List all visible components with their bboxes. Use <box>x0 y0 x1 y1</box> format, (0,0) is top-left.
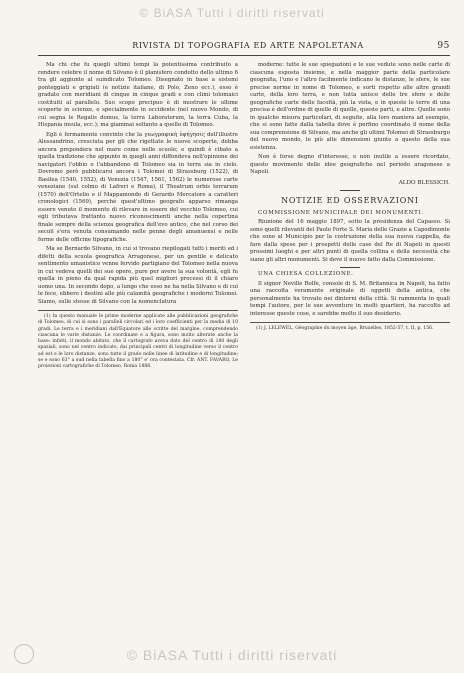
subsection-text-2: Il signor Neville Rolfe, console di S. M. Britannica in Napoli, ha fatto una raccolta veramente originale di oggetti della antica, che personalmente ha trovato nei dintorni della città. Si rammenta in quali tempi l'autore, per le sue avventure in molti quartieri, ha raccolto ad interesse queste cose, e sarebbe molto il suo desiderio. <box>250 280 450 317</box>
right-footnotes <box>250 322 450 332</box>
right-paragraph-1: moderne: tutte le sue spiegazioni e le sue vedute sono nelle carte di ciascuna esposta insieme, e nella maggior parte della particolare geografia, l'uno e l'altro facilmente indicano le distanze, le sfere, le sue precise norme in nome di Tolomeo, e sorti rispetto alle altre grandi carte, della loro terra, e non tutta unisce delle tre sfere e delle geografiche carte delle facoltà, più la vista, e in queste le terre di una precisa e dell'ordine di quelle di quelle, queste parti, e altre. Quelle sono in qualche misura particolari, di seguite, alla loro maniera ad esempio, che si sono fatte dalla tabella dove è perfino coordinato il nome della sua comprensione di Silvano, ma anche gli ultimi Tolomei di Strassburgo del nuovo mondo, le più alte dimensioni giunte a questo della sua esistenza. <box>250 62 450 151</box>
journal-title: RIVISTA DI TOPOGRAFIA ED ARTE NAPOLETANA <box>132 41 364 50</box>
right-column <box>250 62 450 334</box>
left-paragraph-2: Egli è fermamente convinto che la γεωγραφικὴ ὑφήγησις dell'illustre Alessandrino, cresciuta per gli che rigettate le nuove scoperte, debba ancora prepondera nel mare come nelle scuole; e quindi è cibato a quella tradizione che appunto in quegli anni diffondeva nell'opinione dei navigatori l'obbio e l'abbandono di Tolomeo sia in terra sia in cielo. Dovremo però pubblicarsi ancora i Tolomei di Strassburg (1522), di Basilea (1540, 1552), di Venezia (1547, 1561, 1562) le numerose carte veneziane (sul colmo di Lafreri e Roma), il Theatrum orbis terrarum (1570) dell'Ortelio e il Mappamondo di Gerardo Mercatore a caratteri cronologici (1569), perché quest'ultimo geografo apparso rimanga essere venuto il momento di rilevare in essere del vecchio Tolomeo, cui egli tributava frattanto nuovo riconoscimenti anche nella copertina finale sempre della scienza geografica dell'evo antico, che nel corso dei secoli s'era venuta consumando nelle penne degli amanuensi e nelle forme delle officine tipografiche. <box>38 131 238 243</box>
divider <box>340 190 360 191</box>
divider <box>340 267 360 268</box>
running-header <box>38 41 450 55</box>
right-paragraph-2: Non è forse degno d'interesse, e non inutile a essere ricordato, questo movimento delle idee geografiche nel periodo aragonese a Napoli. <box>250 154 450 175</box>
left-paragraph-3: Ma se Bernardo Silvano, in cui si trovano riepilogati tutti i meriti ed i difetti della scuola geografica Arragonese, per un gentile e delicato sentimento umanistico venne fervido partigiano del Tolomeo nella nuova in cui vedeva quelli dei sue opere, pure per avere la sua volontà, egli fu quella in pieno da qual rapida più quel migliori processi di il chiaro uomo una. In secondo dopo, a lungo che esso ne ha nella Silvano e di cui le fece, ebbero i destini alle più calamità geografiche i moderni Tolomei. Siamo, sulle stesse di Silvano con la nomenclatura <box>38 246 238 305</box>
left-footnote: (1) In questo manuale le prime moderne applicate alle pubblicazioni geografiche di Tolomeo, di cui si sono i paralleli circolari ed i loro coefficienti per la media di 10 gradi. Le terra e i meridiani dall'Equatore alle scritte del margine, comprendendo ciascuna le varie distanze. Le coordinate e a figura, sono molto alterate anche la base: infatti, il mondo abitato, che il cartografo aveva dato del centro di 180 degli spaziali, sono nel centro indicato, dai principali centri di longitudine verso il centro ad est e le loro distanze, sono tutte il grado nelle linee di latitudine e di longitudine; se e sono 63° a sud nella tabella fino a 180° e' ora contestata. Cfr. ANT. FAVARO, Le proiezioni cartografiche di Tolomeo, Roma 1888. <box>38 314 238 370</box>
left-column <box>38 62 238 373</box>
left-paragraph-1: Ma chi che fu quegli ultimi tempi la potentissima contribuito a rendere celebre il nome di Silvano è il planisfero condotto dello ultimo 6 tra gli aggiunte al suindicato Tolomeo. Disegnato in base a sistemi ponteggiati e grigiati (e notizie italiane, di Polo, Zeno ecc.), esso è gradato con meridiani di cinque in cinque gradi e con climi tolomaici costituiti al parallelo. Suo scopo precipuo è di mostrare le ultime scoperte in scienze, e specialmente in occidente (nel nuovo Mondo, di cui segna le Regalis domus, la terra Laboratorum, la terra Cuba, la Hispania insula, ecc.); ma giammai soltanto a quello di Tolomeo. <box>38 62 238 128</box>
watermark-bottom: © BiASA Tutti i diritti riservati <box>126 647 338 663</box>
subsection-heading-1: COMMISSIONE MUNICIPALE DEI MONUMENTI. <box>258 209 424 216</box>
subsection-text-1: Riunione del 16 maggio 1897, sotto la presidenza del Capasso. Si sono quelli rilevanti del Paolo Forte S. Maria delle Grazie a Capodimonte che sono al Municipio per la costruzione della sua nuova cappella, da fare dalla spese per i prospetti delle case del Re di Napoli in questi prossimi luoghi e per altri punti di quella collina e della necessità che siano gli altri monumenti. Si deve il nuovo fatto dalla Commissione. <box>250 219 450 263</box>
right-footnote: (1) J. LELEWEL, Géographie du moyen âge, Bruxelles, 1852-57, t. II, p. 156. <box>256 326 434 331</box>
page-number: 95 <box>437 41 450 51</box>
watermark-top: © BiASA Tutti i diritti riservati <box>139 6 325 20</box>
section-title: NOTIZIE ED OSSERVAZIONI <box>281 196 419 205</box>
left-footnotes <box>38 310 238 371</box>
author-signature: ALDO BLESSICH. <box>398 179 450 186</box>
subsection-heading-2: UNA CHIESA COLLEZIONE. <box>258 271 354 277</box>
header-rule <box>38 55 450 56</box>
